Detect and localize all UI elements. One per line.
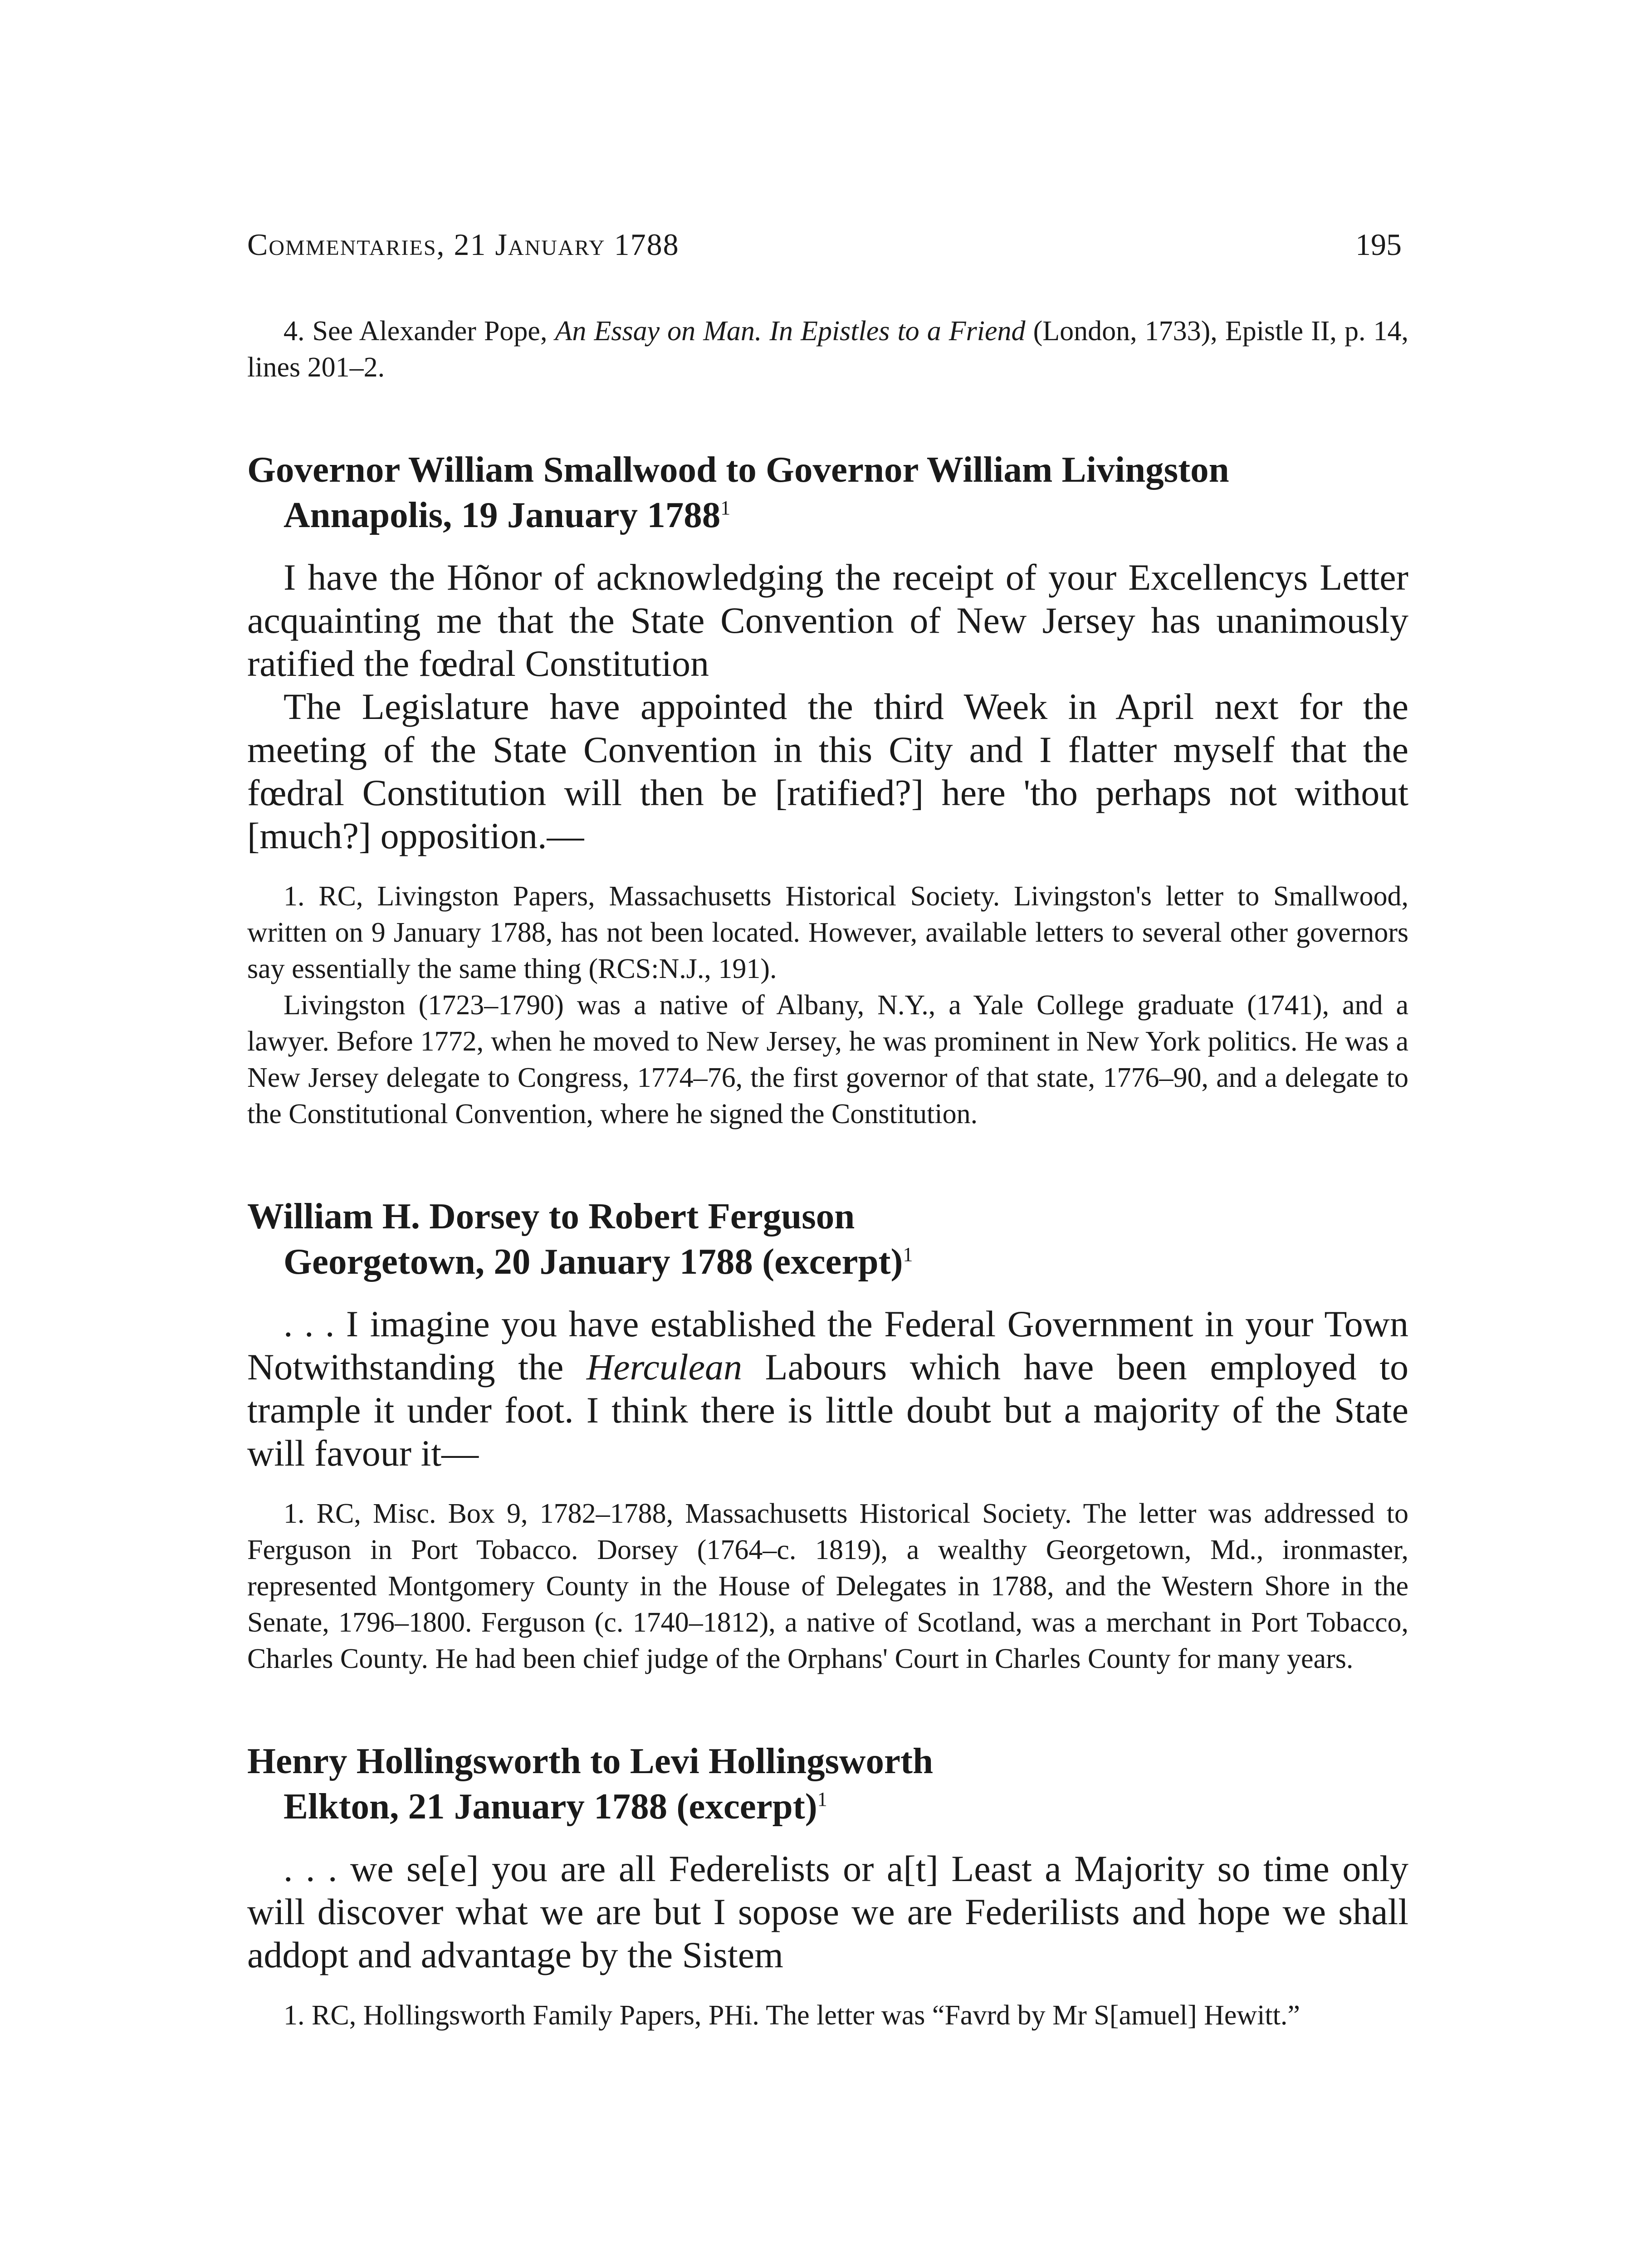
footnote-marker: 1 bbox=[720, 497, 731, 519]
footnote-marker: 1 bbox=[817, 1788, 827, 1810]
letter-paragraph: The Legislature have appointed the third Week in April next for the meeting of the State Convention in this City and I flatter myself that the fœdral Constitution will then be [ratified?] here 'tho perhaps not without [much?] opposition.— bbox=[247, 686, 1408, 856]
letter-paragraph: . . . we se[e] you are all Federelists or a[t] Least a Majority so time only will discover what we are but I sopose we are Federilists and hope we shall addopt and advantage by the Sistem bbox=[247, 1848, 1408, 1975]
section-heading bbox=[247, 1738, 1408, 1829]
letter-paragraph: I have the Hõnor of acknowledging the receipt of your Excellencys Letter acquainting me that the State Convention of New Jersey has unanimously ratified the fœdral Constitution bbox=[247, 557, 1408, 684]
heading-line-2 bbox=[247, 1239, 1408, 1284]
paragraph-italic: Herculean bbox=[586, 1346, 742, 1388]
page-number: 195 bbox=[1355, 227, 1402, 262]
carryover-footnote bbox=[247, 313, 1408, 386]
heading-line-2 bbox=[247, 1784, 1408, 1829]
footnote: 1. RC, Misc. Box 9, 1782–1788, Massachusetts Historical Society. The letter was addressed to Ferguson in Port Tobacco. Dorsey (1764–c. 1819), a wealthy Georgetown, Md., ironmaster, represented Montgomery County in the House of Delegates in 1788, and the Western Shore in the Senate, 1796–1800. Ferguson (c. 1740–1812), a native of Scotland, was a merchant in Port Tobacco, Charles County. He had been chief judge of the Orphans' Court in Charles County for many years. bbox=[247, 1498, 1408, 1674]
heading-line-1: Henry Hollingsworth to Levi Hollingsworth bbox=[247, 1740, 934, 1781]
footnote: Livingston (1723–1790) was a native of Albany, N.Y., a Yale College graduate (1741), and a lawyer. Before 1772, when he moved to New Jersey, he was prominent in New York politics. He was a New Jersey delegate to Congress, 1774–76, the first governor of that state, 1776–90, and a delegate to the Constitutional Convention, where he signed the Constitution. bbox=[247, 990, 1408, 1129]
running-title: Commentaries, 21 January 1788 bbox=[247, 227, 680, 262]
heading-dateline: Georgetown, 20 January 1788 (excerpt) bbox=[284, 1241, 903, 1282]
heading-line-2 bbox=[247, 492, 1408, 538]
paragraph-text: . . . I imagine you have established the Federal Government in your Town Notwithstanding the bbox=[247, 1303, 1408, 1388]
heading-dateline: Annapolis, 19 January 1788 bbox=[284, 494, 721, 535]
footnote: 1. RC, Livingston Papers, Massachusetts Historical Society. Livingston's letter to Smallwood, written on 9 January 1788, has not been located. However, available letters to several other governors say essentially the same thing (RCS:N.J., 191). bbox=[247, 881, 1408, 984]
heading-dateline: Elkton, 21 January 1788 (excerpt) bbox=[284, 1786, 817, 1827]
document-section-dorsey bbox=[247, 1193, 1408, 1677]
footnote-italic-title: An Essay on Man. In Epistles to a Friend bbox=[555, 316, 1026, 347]
letter-paragraph bbox=[247, 1302, 1408, 1475]
running-head bbox=[247, 227, 1402, 277]
footnote-marker: 1 bbox=[903, 1243, 913, 1266]
heading-line-1: Governor William Smallwood to Governor William Livingston bbox=[247, 449, 1229, 490]
document-section-smallwood bbox=[247, 447, 1408, 1132]
section-heading bbox=[247, 447, 1408, 538]
footnote: 1. RC, Hollingsworth Family Papers, PHi. The letter was “Favrd by Mr S[amuel] Hewitt.” bbox=[284, 2000, 1300, 2031]
footnote-text: (London, 1733), Epistle II, p. 14, lines 201–2. bbox=[247, 316, 1408, 383]
paragraph-text: Labours which have been employed to trample it under foot. I think there is little doubt but a majority of the State will favour it— bbox=[247, 1346, 1408, 1474]
heading-line-1: William H. Dorsey to Robert Ferguson bbox=[247, 1196, 855, 1237]
page-content bbox=[247, 313, 1408, 2033]
document-section-hollingsworth bbox=[247, 1738, 1408, 2033]
section-heading bbox=[247, 1193, 1408, 1284]
footnote-text: 4. See Alexander Pope, bbox=[284, 316, 555, 347]
